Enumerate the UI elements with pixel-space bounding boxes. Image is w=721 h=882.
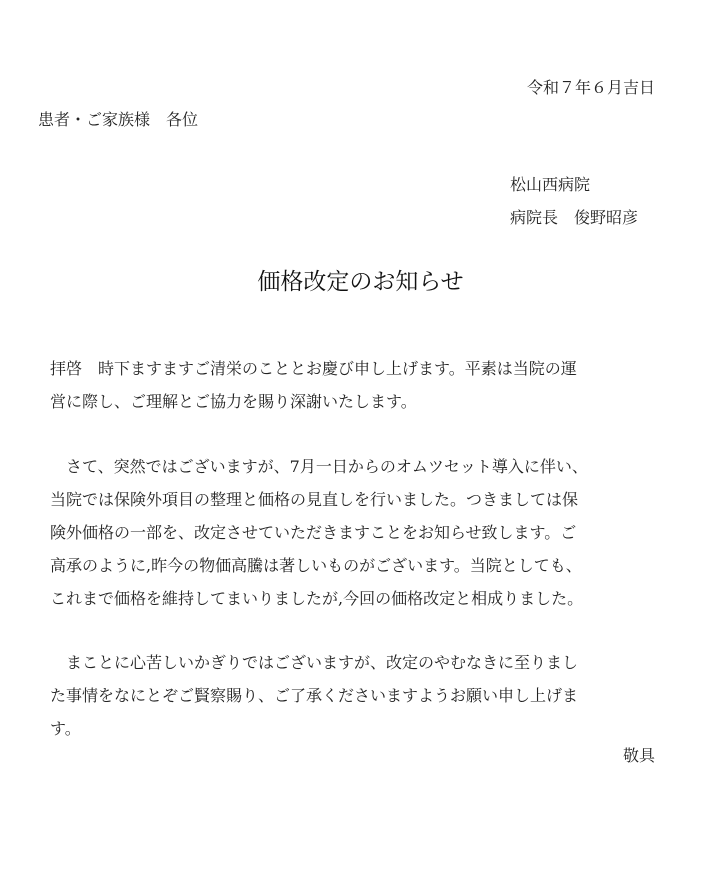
paragraph-line: す。 bbox=[50, 719, 81, 738]
paragraph-line: まことに心苦しいかぎりではございますが、改定のやむなきに至りまし bbox=[50, 653, 579, 672]
paragraph-line: 高承のように,昨今の物価高騰は著しいものがございます。当院としても、 bbox=[50, 556, 582, 575]
greeting-paragraph bbox=[50, 352, 660, 418]
main-paragraph bbox=[50, 450, 660, 615]
paragraph-line: 拝啓 時下ますますご清栄のこととお慶び申し上げます。平素は当院の運 bbox=[50, 359, 577, 378]
apology-paragraph bbox=[50, 646, 660, 745]
paragraph-line: さて、突然ではございますが、7月一日からのオムツセット導入に伴い、 bbox=[50, 457, 588, 476]
paragraph-line: た事情をなにとぞご賢察賜り、ご了承くださいますようお願い申し上げま bbox=[50, 686, 579, 705]
letter-date: 令和７年６月吉日 bbox=[526, 78, 655, 97]
paragraph-line: 険外価格の一部を、改定させていただきますことをお知らせ致します。ご bbox=[50, 523, 577, 542]
recipients-line: 患者・ご家族様 各位 bbox=[38, 110, 199, 129]
closing-remark: 敬具 bbox=[622, 746, 655, 765]
hospital-name: 松山西病院 bbox=[510, 175, 591, 194]
paragraph-line: 営に際し、ご理解とご協力を賜り深謝いたします。 bbox=[50, 392, 417, 411]
notice-title: 価格改定のお知らせ bbox=[257, 269, 464, 295]
paragraph-line: これまで価格を維持してまいりましたが,今回の価格改定と相成りました。 bbox=[50, 589, 584, 608]
paragraph-line: 当院では保険外項目の整理と価格の見直しを行いました。つきましては保 bbox=[50, 490, 579, 509]
signer-name: 病院長 俊野昭彦 bbox=[510, 208, 639, 227]
